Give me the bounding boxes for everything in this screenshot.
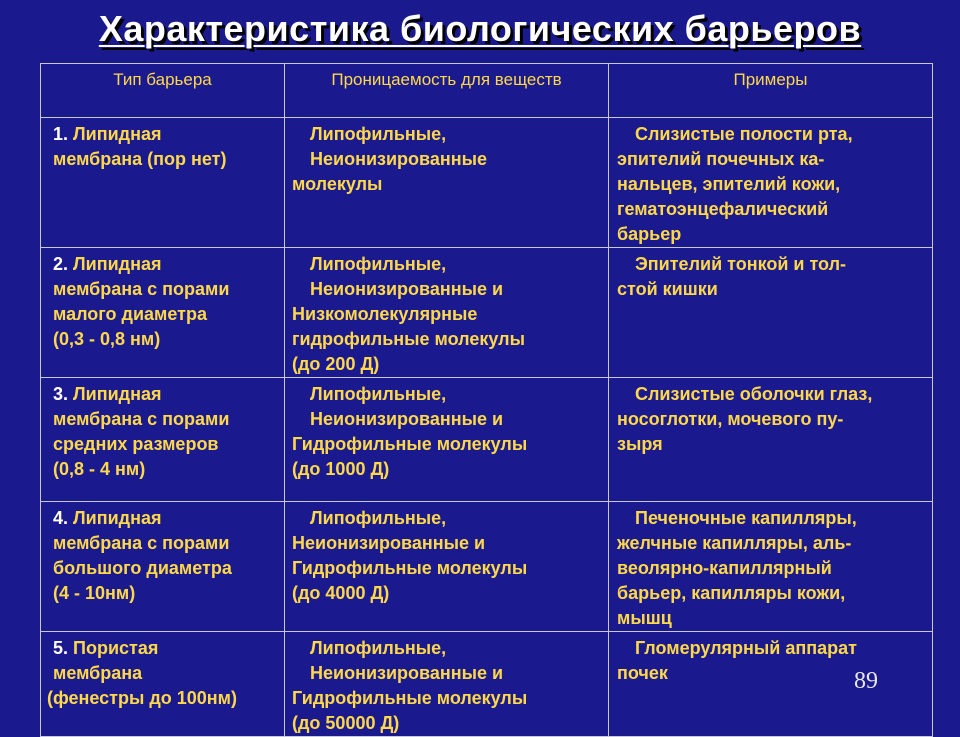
- type-line: мембрана с порами: [53, 279, 230, 299]
- example-line: стой кишки: [617, 279, 718, 299]
- type-line: Липидная: [73, 384, 162, 404]
- examples-cell: [609, 118, 933, 248]
- example-line: Слизистые оболочки глаз,: [635, 384, 873, 404]
- table-row: [41, 248, 933, 378]
- perm-line: Липофильные,: [310, 508, 447, 528]
- type-line: (0,8 - 4 нм): [53, 459, 146, 479]
- perm-line: Неионизированные и: [292, 533, 486, 553]
- example-line: Слизистые полости рта,: [635, 124, 853, 144]
- perm-line: Липофильные,: [310, 384, 447, 404]
- barrier-type-cell: [41, 118, 285, 248]
- header-permeability: Проницаемость для веществ: [285, 64, 609, 118]
- perm-line: Гидрофильные молекулы: [292, 688, 528, 708]
- perm-line: Неионизированные и: [310, 409, 504, 429]
- row-number: 3.: [53, 384, 69, 404]
- page-number: 89: [854, 668, 878, 694]
- example-line: Печеночные капилляры,: [635, 508, 857, 528]
- table-row: [41, 632, 933, 737]
- example-line: гематоэнцефалический: [617, 199, 829, 219]
- header-examples: Примеры: [609, 64, 933, 118]
- slide-title: Характеристика биологических барьеров: [98, 8, 862, 49]
- permeability-cell: [285, 378, 609, 502]
- example-line: барьер: [617, 224, 682, 244]
- examples-cell: [609, 632, 933, 737]
- example-line: Гломерулярный аппарат: [635, 638, 857, 658]
- type-line: Липидная: [73, 254, 162, 274]
- type-line: (0,3 - 0,8 нм): [53, 329, 161, 349]
- table-row: [41, 118, 933, 248]
- perm-line: Низкомолекулярные: [292, 304, 478, 324]
- perm-line: молекулы: [292, 174, 383, 194]
- barriers-table: [40, 63, 933, 737]
- example-line: барьер, капилляры кожи,: [617, 583, 846, 603]
- type-line: (фенестры до 100нм): [47, 688, 237, 708]
- perm-line: Неионизированные и: [310, 663, 504, 683]
- perm-line: (до 1000 Д): [292, 459, 390, 479]
- examples-cell: [609, 378, 933, 502]
- example-line: веолярно-капиллярный: [617, 558, 832, 578]
- perm-line: гидрофильные молекулы: [292, 329, 525, 349]
- type-line: мембрана: [53, 663, 143, 683]
- table-header-row: [41, 64, 933, 118]
- type-line: Липидная: [73, 124, 162, 144]
- permeability-cell: [285, 502, 609, 632]
- perm-line: (до 4000 Д): [292, 583, 390, 603]
- row-number: 1.: [53, 124, 69, 144]
- examples-cell: [609, 502, 933, 632]
- perm-line: Неионизированные: [310, 149, 487, 169]
- permeability-cell: [285, 248, 609, 378]
- perm-line: Липофильные,: [310, 254, 447, 274]
- example-line: почек: [617, 663, 668, 683]
- example-line: эпителий почечных ка-: [617, 149, 825, 169]
- perm-line: Неионизированные и: [310, 279, 504, 299]
- perm-line: Липофильные,: [310, 124, 447, 144]
- barrier-type-cell: [41, 502, 285, 632]
- example-line: Эпителий тонкой и тол-: [635, 254, 847, 274]
- type-line: большого диаметра: [53, 558, 232, 578]
- barrier-type-cell: [41, 248, 285, 378]
- example-line: нальцев, эпителий кожи,: [617, 174, 841, 194]
- example-line: носоглотки, мочевого пу-: [617, 409, 844, 429]
- type-line: мембрана с порами: [53, 409, 230, 429]
- example-line: желчные капилляры, аль-: [617, 533, 852, 553]
- row-number: 5.: [53, 638, 69, 658]
- barrier-type-cell: [41, 632, 285, 737]
- table-row: [41, 378, 933, 502]
- header-barrier-type: Тип барьера: [41, 64, 285, 118]
- perm-line: Гидрофильные молекулы: [292, 558, 528, 578]
- type-line: (4 - 10нм): [53, 583, 136, 603]
- type-line: мембрана с порами: [53, 533, 230, 553]
- type-line: Липидная: [73, 508, 162, 528]
- type-line: мембрана (пор нет): [53, 149, 227, 169]
- permeability-cell: [285, 118, 609, 248]
- perm-line: (до 200 Д): [292, 354, 380, 374]
- row-number: 2.: [53, 254, 69, 274]
- table-row: [41, 502, 933, 632]
- perm-line: Гидрофильные молекулы: [292, 434, 528, 454]
- type-line: малого диаметра: [53, 304, 207, 324]
- example-line: зыря: [617, 434, 663, 454]
- permeability-cell: [285, 632, 609, 737]
- example-line: мышц: [617, 608, 672, 628]
- type-line: Пористая: [73, 638, 159, 658]
- examples-cell: [609, 248, 933, 378]
- row-number: 4.: [53, 508, 69, 528]
- type-line: средних размеров: [53, 434, 219, 454]
- barrier-type-cell: [41, 378, 285, 502]
- perm-line: (до 50000 Д): [292, 713, 400, 733]
- perm-line: Липофильные,: [310, 638, 447, 658]
